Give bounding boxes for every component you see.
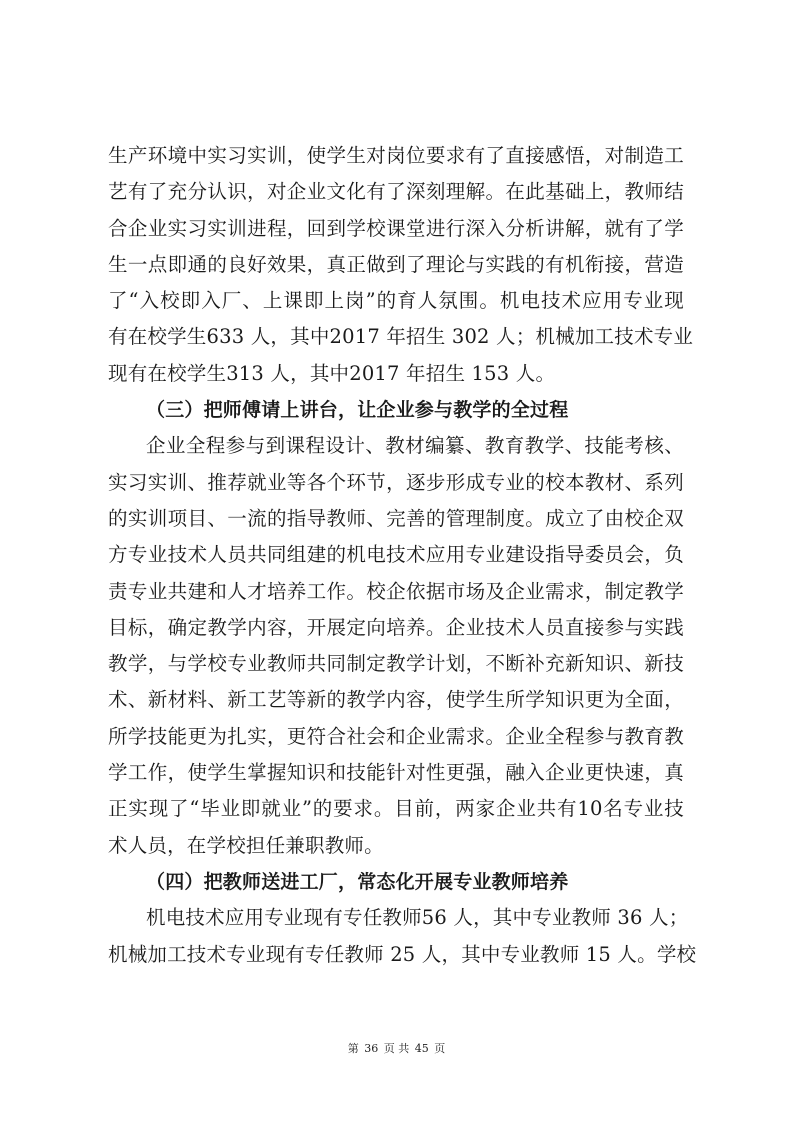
paragraph-line: 的实训项目、一流的指导教师、完善的管理制度。成立了由校企双 [108,506,684,530]
page-body [108,138,697,973]
footer-current-page: 36 [364,1042,379,1055]
paragraph-line: 机电技术应用专业现有专任教师56 人，其中专业教师 36 人； [146,906,689,930]
footer-suffix: 页 [434,1042,446,1055]
footer-middle: 页 共 [383,1042,410,1055]
paragraph-line: 术人员，在学校担任兼职教师。 [108,833,384,857]
paragraph-line: 现有在校学生313 人，其中2017 年招生 153 人。 [108,361,556,385]
paragraph-line: 所学技能更为扎实，更符合社会和企业需求。企业全程参与教育教 [108,724,684,748]
paragraph-line: 企业全程参与到课程设计、教材编纂、教育教学、技能考核、 [146,434,684,458]
paragraph-line: 生一点即通的良好效果，真正做到了理论与实践的有机衔接，营造 [108,252,684,276]
paragraph-line: 方专业技术人员共同组建的机电技术应用专业建设指导委员会，负 [108,543,684,567]
paragraph-line: 了“入校即入厂、上课即上岗”的育人氛围。机电技术应用专业现 [108,289,684,313]
footer-total-pages: 45 [414,1042,429,1055]
paragraph-line: 目标，确定教学内容，开展定向培养。企业技术人员直接参与实践 [108,615,684,639]
paragraph-line: 实习实训、推荐就业等各个环节，逐步形成专业的校本教材、系列 [108,470,684,494]
paragraph-line: 机械加工技术专业现有专任教师 25 人，其中专业教师 15 人。学校 [108,942,697,966]
paragraph-line: 术、新材料、新工艺等新的教学内容，使学生所学知识更为全面， [108,688,684,712]
paragraph-line: 正实现了“毕业即就业”的要求。目前，两家企业共有10名专业技 [108,797,684,821]
section-heading-3: （三）把师傅请上讲台，让企业参与教学的全过程 [146,399,569,422]
paragraph-line: 有在校学生633 人，其中2017 年招生 302 人；机械加工技术专业 [108,325,694,349]
paragraph-line: 合企业实习实训进程，回到学校课堂进行深入分析讲解，就有了学 [108,216,684,240]
paragraph-line: 责专业共建和人才培养工作。校企依据市场及企业需求，制定教学 [108,579,684,603]
paragraph-line: 艺有了充分认识，对企业文化有了深刻理解。在此基础上，教师结 [108,180,684,204]
paragraph-line: 教学，与学校专业教师共同制定教学计划，不断补充新知识、新技 [108,652,684,676]
page-footer [0,1040,793,1056]
footer-prefix: 第 [347,1042,359,1055]
paragraph-line: 生产环境中实习实训，使学生对岗位要求有了直接感悟，对制造工 [108,144,684,167]
paragraph-line: 学工作，使学生掌握知识和技能针对性更强，融入企业更快速，真 [108,761,684,785]
section-heading-4: （四）把教师送进工厂，常态化开展专业教师培养 [146,870,569,893]
